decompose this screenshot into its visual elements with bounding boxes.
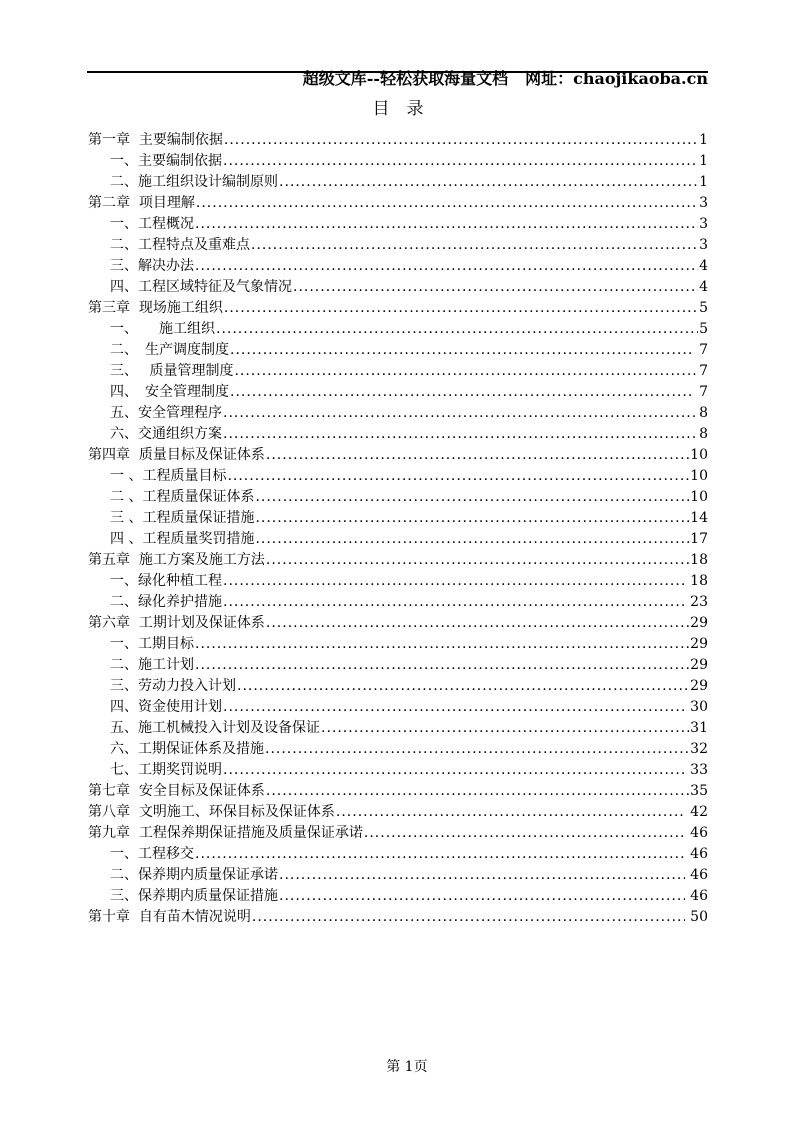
toc-entry-label: 六、工期保证体系及措施 xyxy=(110,741,264,757)
toc-entry-page: 18 xyxy=(690,552,708,568)
page-footer xyxy=(88,1036,708,1099)
toc-entry xyxy=(88,697,708,718)
toc-entry-label: 一、工期目标 xyxy=(110,636,194,652)
toc-leader-dots xyxy=(364,823,685,844)
toc-entry-label: 二 、工程质量保证体系 xyxy=(110,489,255,505)
toc-leader-dots xyxy=(230,340,694,361)
toc-entry-page: 29 xyxy=(690,657,708,673)
toc-entry xyxy=(88,907,708,928)
toc-entry-label: 三、解决办法 xyxy=(110,258,194,274)
toc-entry xyxy=(88,760,708,781)
toc-entry-label: 五、施工机械投入计划及设备保证 xyxy=(110,720,320,736)
toc-leader-dots xyxy=(223,760,685,781)
toc-leader-dots xyxy=(195,634,689,655)
toc-entry xyxy=(88,193,708,214)
toc-leader-dots xyxy=(223,697,685,718)
toc-entry-page: 46 xyxy=(685,888,708,904)
toc-leader-dots xyxy=(223,151,698,172)
toc-leader-dots xyxy=(252,907,685,928)
toc-entry xyxy=(88,865,708,886)
toc-entry-page: 8 xyxy=(699,426,708,442)
toc-entry-label: 三、保养期内质量保证措施 xyxy=(110,888,278,904)
toc-entry-page: 46 xyxy=(685,846,708,862)
toc-entry xyxy=(88,613,708,634)
toc-entry xyxy=(88,466,708,487)
toc-entry-page: 33 xyxy=(685,762,708,778)
toc-entry xyxy=(88,235,708,256)
toc-entry-page: 5 xyxy=(699,300,708,316)
toc-list xyxy=(88,130,708,928)
toc-entry-page: 7 xyxy=(694,384,708,400)
toc-entry xyxy=(88,298,708,319)
toc-leader-dots xyxy=(223,571,685,592)
toc-entry-label: 六、交通组织方案 xyxy=(110,426,222,442)
toc-entry-page: 35 xyxy=(690,783,708,799)
toc-entry-label: 七、工期奖罚说明 xyxy=(110,762,222,778)
toc-entry-page: 17 xyxy=(690,531,708,547)
toc-entry-page: 10 xyxy=(690,489,708,505)
toc-entry-label: 第二章 项目理解 xyxy=(88,195,195,211)
toc-entry xyxy=(88,823,708,844)
toc-entry-label: 五、安全管理程序 xyxy=(110,405,222,421)
header-divider xyxy=(87,71,708,73)
toc-entry-page: 29 xyxy=(690,636,708,652)
toc-entry xyxy=(88,151,708,172)
toc-entry-label: 第一章 主要编制依据 xyxy=(88,132,223,148)
toc-entry xyxy=(88,319,708,340)
toc-entry-label: 一、工程概况 xyxy=(110,216,194,232)
toc-entry xyxy=(88,592,708,613)
toc-entry-page: 4 xyxy=(699,279,708,295)
toc-entry xyxy=(88,508,708,529)
toc-entry-label: 第十章 自有苗木情况说明 xyxy=(88,909,251,925)
toc-entry-label: 第五章 施工方案及施工方法 xyxy=(88,552,265,568)
toc-entry-page: 7 xyxy=(699,363,708,379)
toc-entry xyxy=(88,571,708,592)
toc-leader-dots xyxy=(237,676,689,697)
toc-entry xyxy=(88,130,708,151)
toc-leader-dots xyxy=(224,298,698,319)
toc-entry xyxy=(88,634,708,655)
toc-leader-dots xyxy=(223,403,698,424)
toc-entry xyxy=(88,172,708,193)
toc-entry-label: 第六章 工期计划及保证体系 xyxy=(88,615,265,631)
toc-entry-label: 四 、工程质量奖罚措施 xyxy=(110,531,255,547)
toc-leader-dots xyxy=(266,781,689,802)
toc-entry xyxy=(88,214,708,235)
toc-entry-page: 29 xyxy=(690,678,708,694)
toc-leader-dots xyxy=(230,382,694,403)
toc-leader-dots xyxy=(279,172,698,193)
toc-entry-label: 第四章 质量目标及保证体系 xyxy=(88,447,265,463)
toc-leader-dots xyxy=(279,886,685,907)
toc-entry xyxy=(88,277,708,298)
toc-entry xyxy=(88,550,708,571)
toc-entry xyxy=(88,655,708,676)
toc-entry-page: 29 xyxy=(690,615,708,631)
header-url-text: 网址：chaojikaoba.cn xyxy=(525,69,708,88)
toc-entry xyxy=(88,256,708,277)
toc-entry-label: 三、 质量管理制度 xyxy=(110,363,234,379)
toc-entry-label: 二、 生产调度制度 xyxy=(110,342,229,358)
toc-entry xyxy=(88,361,708,382)
toc-entry-page: 3 xyxy=(699,195,708,211)
toc-entry-page: 46 xyxy=(685,867,708,883)
toc-leader-dots xyxy=(321,718,689,739)
toc-entry-label: 第九章 工程保养期保证措施及质量保证承诺 xyxy=(88,825,363,841)
toc-entry-label: 一、 施工组织 xyxy=(110,321,215,337)
toc-leader-dots xyxy=(255,529,689,550)
toc-entry-label: 第八章 文明施工、环保目标及保证体系 xyxy=(88,804,335,820)
toc-entry-page: 23 xyxy=(685,594,708,610)
toc-entry xyxy=(88,424,708,445)
page-title: 目 录 xyxy=(372,99,424,119)
toc-entry-label: 第三章 现场施工组织 xyxy=(88,300,223,316)
toc-entry-label: 三 、工程质量保证措施 xyxy=(110,510,255,526)
toc-entry xyxy=(88,676,708,697)
toc-entry-label: 一、主要编制依据 xyxy=(110,153,222,169)
toc-entry-label: 二、施工组织设计编制原则 xyxy=(110,174,278,190)
toc-leader-dots xyxy=(195,844,685,865)
toc-entry-page: 1 xyxy=(699,174,708,190)
toc-entry-label: 一、绿化种植工程 xyxy=(110,573,222,589)
toc-entry-page: 1 xyxy=(699,153,708,169)
toc-entry-page: 42 xyxy=(685,804,708,820)
toc-entry-label: 四、 安全管理制度 xyxy=(110,384,229,400)
toc-entry-label: 第七章 安全目标及保证体系 xyxy=(88,783,265,799)
toc-leader-dots xyxy=(266,613,689,634)
toc-entry-page: 10 xyxy=(690,447,708,463)
toc-entry-label: 二、施工计划 xyxy=(110,657,194,673)
toc-entry xyxy=(88,844,708,865)
toc-entry-page: 1 xyxy=(699,132,708,148)
toc-leader-dots xyxy=(279,865,685,886)
toc-entry-page: 14 xyxy=(690,510,708,526)
page-number-label: 第 1页 xyxy=(386,1059,428,1075)
toc-leader-dots xyxy=(255,508,689,529)
toc-leader-dots xyxy=(195,256,698,277)
toc-entry-label: 四、资金使用计划 xyxy=(110,699,222,715)
toc-entry xyxy=(88,739,708,760)
toc-leader-dots xyxy=(196,193,698,214)
toc-leader-dots xyxy=(224,130,698,151)
toc-leader-dots xyxy=(255,487,689,508)
toc-entry xyxy=(88,718,708,739)
toc-leader-dots xyxy=(234,361,698,382)
toc-leader-dots xyxy=(251,235,698,256)
toc-leader-dots xyxy=(216,319,698,340)
toc-entry xyxy=(88,886,708,907)
toc-leader-dots xyxy=(227,466,689,487)
toc-entry-label: 二、保养期内质量保证承诺 xyxy=(110,867,278,883)
toc-entry-label: 一、工程移交 xyxy=(110,846,194,862)
toc-leader-dots xyxy=(266,550,689,571)
toc-leader-dots xyxy=(336,802,685,823)
toc-leader-dots xyxy=(195,655,689,676)
toc-entry xyxy=(88,487,708,508)
toc-entry-label: 二、工程特点及重难点 xyxy=(110,237,250,253)
toc-entry-page: 50 xyxy=(685,909,708,925)
toc-leader-dots xyxy=(195,214,698,235)
toc-entry xyxy=(88,802,708,823)
toc-entry-page: 3 xyxy=(699,216,708,232)
toc-entry-page: 8 xyxy=(699,405,708,421)
toc-entry-page: 46 xyxy=(685,825,708,841)
toc-entry-page: 18 xyxy=(685,573,708,589)
toc-entry xyxy=(88,340,708,361)
header-brand-text: 超级文库--轻松获取海量文档 xyxy=(302,69,509,88)
toc-leader-dots xyxy=(223,592,685,613)
toc-leader-dots xyxy=(223,424,698,445)
toc-entry xyxy=(88,529,708,550)
toc-leader-dots xyxy=(266,445,689,466)
toc-entry xyxy=(88,781,708,802)
toc-entry-page: 3 xyxy=(699,237,708,253)
toc-leader-dots xyxy=(265,739,689,760)
toc-entry-page: 10 xyxy=(690,468,708,484)
toc-entry-label: 三、劳动力投入计划 xyxy=(110,678,236,694)
toc-entry-label: 二、绿化养护措施 xyxy=(110,594,222,610)
toc-entry xyxy=(88,382,708,403)
toc-entry-page: 31 xyxy=(690,720,708,736)
toc-entry-label: 一 、工程质量目标 xyxy=(110,468,227,484)
toc-leader-dots xyxy=(293,277,698,298)
toc-entry-page: 30 xyxy=(685,699,708,715)
toc-entry-label: 四、工程区域特征及气象情况 xyxy=(110,279,292,295)
toc-entry xyxy=(88,403,708,424)
toc-entry-page: 7 xyxy=(694,342,708,358)
toc-entry xyxy=(88,445,708,466)
toc-entry-page: 5 xyxy=(699,321,708,337)
toc-entry-page: 32 xyxy=(690,741,708,757)
toc-entry-page: 4 xyxy=(699,258,708,274)
